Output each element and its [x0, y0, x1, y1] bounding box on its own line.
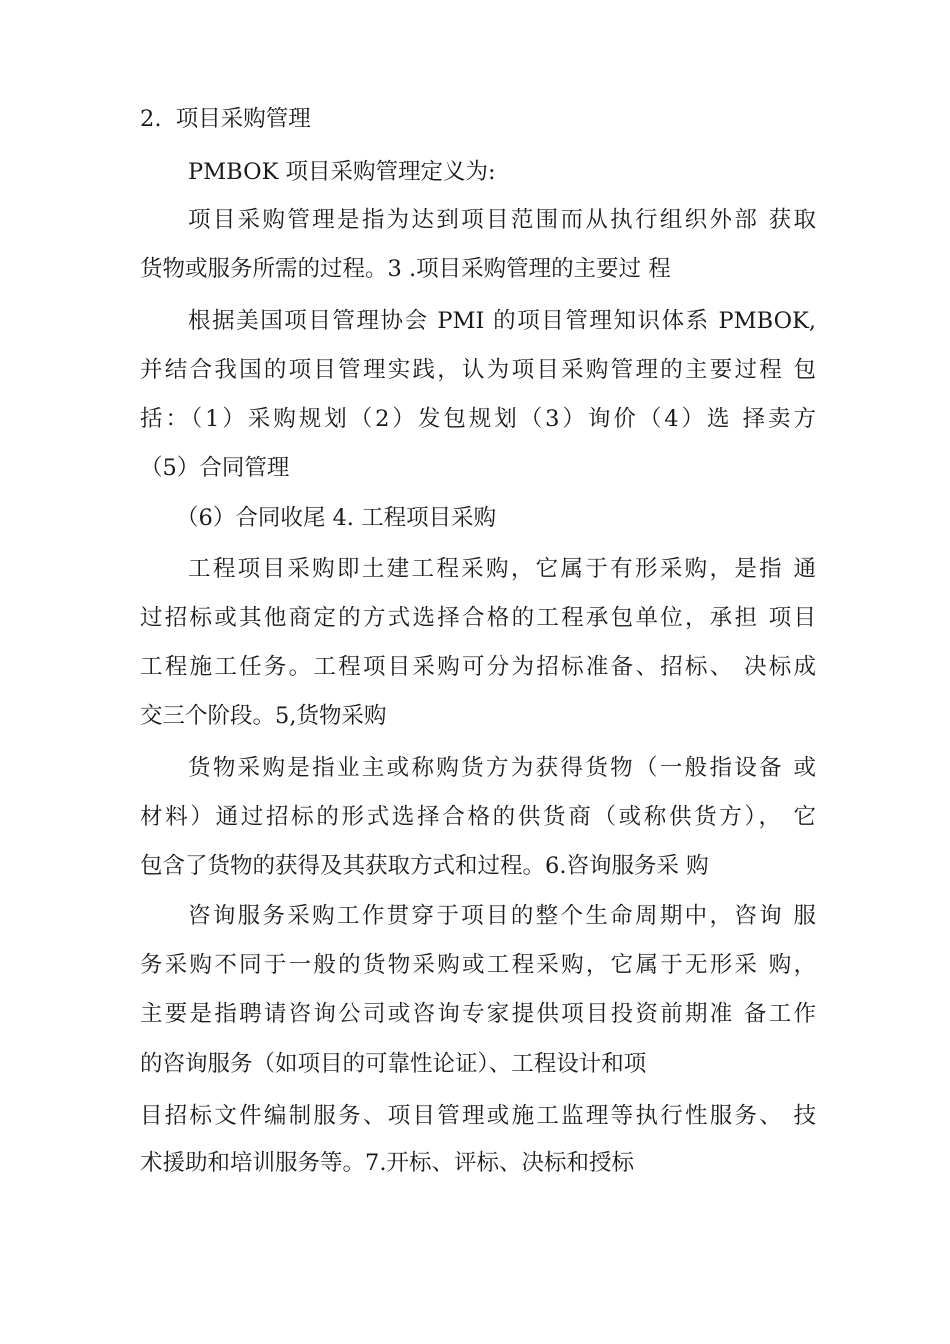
paragraph-line: 材料）通过招标的形式选择合格的供货商（或称供货方）， 它 — [140, 804, 816, 830]
paragraph-line: 工程施工任务。工程项目采购可分为招标准备、招标、 决标成 — [140, 654, 816, 680]
paragraph-line: 术援助和培训服务等。7.开标、评标、决标和授标 — [140, 1150, 634, 1176]
paragraph-line: 咨询服务采购工作贯穿于项目的整个生命周期中，咨询 服 — [188, 903, 816, 929]
paragraph-line: 括：（1）采购规划（2）发包规划（3）询价（4）选 择卖方 — [140, 406, 816, 432]
paragraph-line: （5）合同管理 — [140, 455, 290, 481]
paragraph-line: PMBOK 项目采购管理定义为: — [188, 159, 496, 185]
paragraph-line: 目招标文件编制服务、项目管理或施工监理等执行性服务、 技 — [140, 1103, 816, 1129]
paragraph-line: （6）合同收尾 4. 工程项目采购 — [176, 505, 497, 531]
paragraph-line: 并结合我国的项目管理实践，认为项目采购管理的主要过程 包 — [140, 357, 816, 383]
paragraph-line: 货物采购是指业主或称购货方为获得货物（一般指设备 或 — [188, 755, 816, 781]
paragraph-line: 主要是指聘请咨询公司或咨询专家提供项目投资前期准 备工作 — [140, 1001, 816, 1027]
paragraph-line: 工程项目采购即土建工程采购，它属于有形采购，是指 通 — [188, 556, 816, 582]
section-heading: 2. 项目采购管理 — [140, 106, 311, 132]
paragraph-line: 过招标或其他商定的方式选择合格的工程承包单位，承担 项目 — [140, 605, 816, 631]
paragraph-line: 务采购不同于一般的货物采购或工程采购，它属于无形采 购， — [140, 952, 816, 978]
paragraph-line: 货物或服务所需的过程。3 .项目采购管理的主要过 程 — [140, 256, 671, 282]
paragraph-line: 包含了货物的获得及其获取方式和过程。6.咨询服务采 购 — [140, 853, 709, 879]
paragraph-line: 的咨询服务（如项目的可靠性论证）、工程设计和项 — [140, 1051, 647, 1077]
paragraph-line: 项目采购管理是指为达到项目范围而从执行组织外部 获取 — [188, 207, 816, 233]
paragraph-line: 交三个阶段。5,货物采购 — [140, 703, 387, 729]
paragraph-line: 根据美国项目管理协会 PMI 的项目管理知识体系 PMBOK, — [188, 308, 816, 334]
